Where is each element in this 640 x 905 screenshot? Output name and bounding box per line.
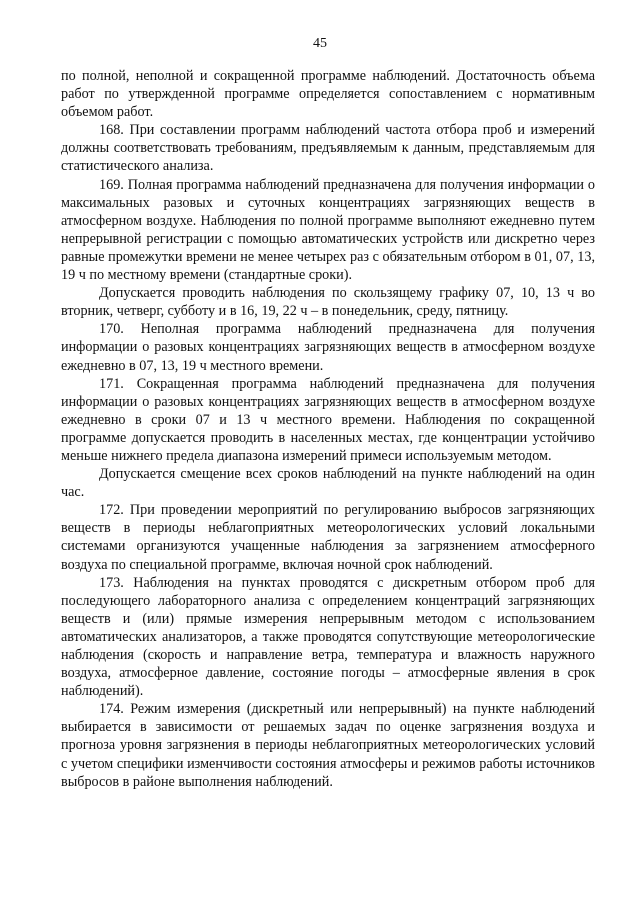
paragraph-172: 172. При проведении мероприятий по регулированию выбросов загрязняющих веществ в периоды неблагоприятных метеорологических условий локальными системами организуются учащенные наблюдения за загрязнением атмосферного воздуха по специальной программе, включая ночной срок наблюдений. xyxy=(61,502,595,573)
paragraph-169: 169. Полная программа наблюдений предназначена для получения информации о максимальных разовых и суточных концентрациях загрязняющих веществ в атмосферном воздухе. Наблюдения по полной программе выполняют ежедневно путем непрерывной регистрации с помощью автоматических устройств или дискретно через равные промежутки времени не менее четырех раз с обязательным отбором в 01, 07, 13, 19 ч по местному времени (стандартные сроки). xyxy=(61,176,595,284)
paragraph-170: 170. Неполная программа наблюдений предназначена для получения информации о разовых концентрациях загрязняющих веществ в атмосферном воздухе ежедневно в 07, 13, 19 ч местного времени. xyxy=(61,321,595,374)
paragraph-174: 174. Режим измерения (дискретный или непрерывный) на пункте наблюдений выбирается в зависимости от решаемых задач по оценке загрязнения воздуха и прогноза уровня загрязнения в периоды неблагоприятных метеорологических условий с учетом специфики изменчивости состояния атмосферы и режимов работы источников выбросов в районе выполнения наблюдений. xyxy=(61,701,595,790)
document-body xyxy=(61,67,595,791)
page-number: 45 xyxy=(313,36,327,51)
paragraph-171-shift: Допускается смещение всех сроков наблюдений на пункте наблюдений на один час. xyxy=(61,466,595,501)
paragraph-169-schedule: Допускается проводить наблюдения по скользящему графику 07, 10, 13 ч во вторник, четверг, субботу и в 16, 19, 22 ч – в понедельник, среду, пятницу. xyxy=(61,285,595,320)
paragraph-173: 173. Наблюдения на пунктах проводятся с дискретным отбором проб для последующего лабораторного анализа с определением концентраций загрязняющих веществ и (или) прямые измерения непрерывным методом с использованием автоматических анализаторов, а также проводятся сопутствующие метеорологические наблюдения (скорость и направление ветра, температура и влажность наружного воздуха, атмосферное давление, состояние погоды – атмосферные явления в срок наблюдений). xyxy=(61,574,595,700)
paragraph-168: 168. При составлении программ наблюдений частота отбора проб и измерений должны соответствовать требованиям, предъявляемым к данным, представляемым для статистического анализа. xyxy=(61,122,595,175)
paragraph-continuation: по полной, неполной и сокращенной программе наблюдений. Достаточность объема работ по утвержденной программе определяется сопоставлением с нормативным объемом работ. xyxy=(61,68,595,121)
paragraph-171: 171. Сокращенная программа наблюдений предназначена для получения информации о разовых концентрациях загрязняющих веществ в атмосферном воздухе ежедневно в сроки 07 и 13 ч местного времени. Наблюдения по сокращенной программе допускается проводить в населенных местах, где концентрации устойчиво меньше нижнего предела диапазона измерений примеси используемым методом. xyxy=(61,375,595,464)
